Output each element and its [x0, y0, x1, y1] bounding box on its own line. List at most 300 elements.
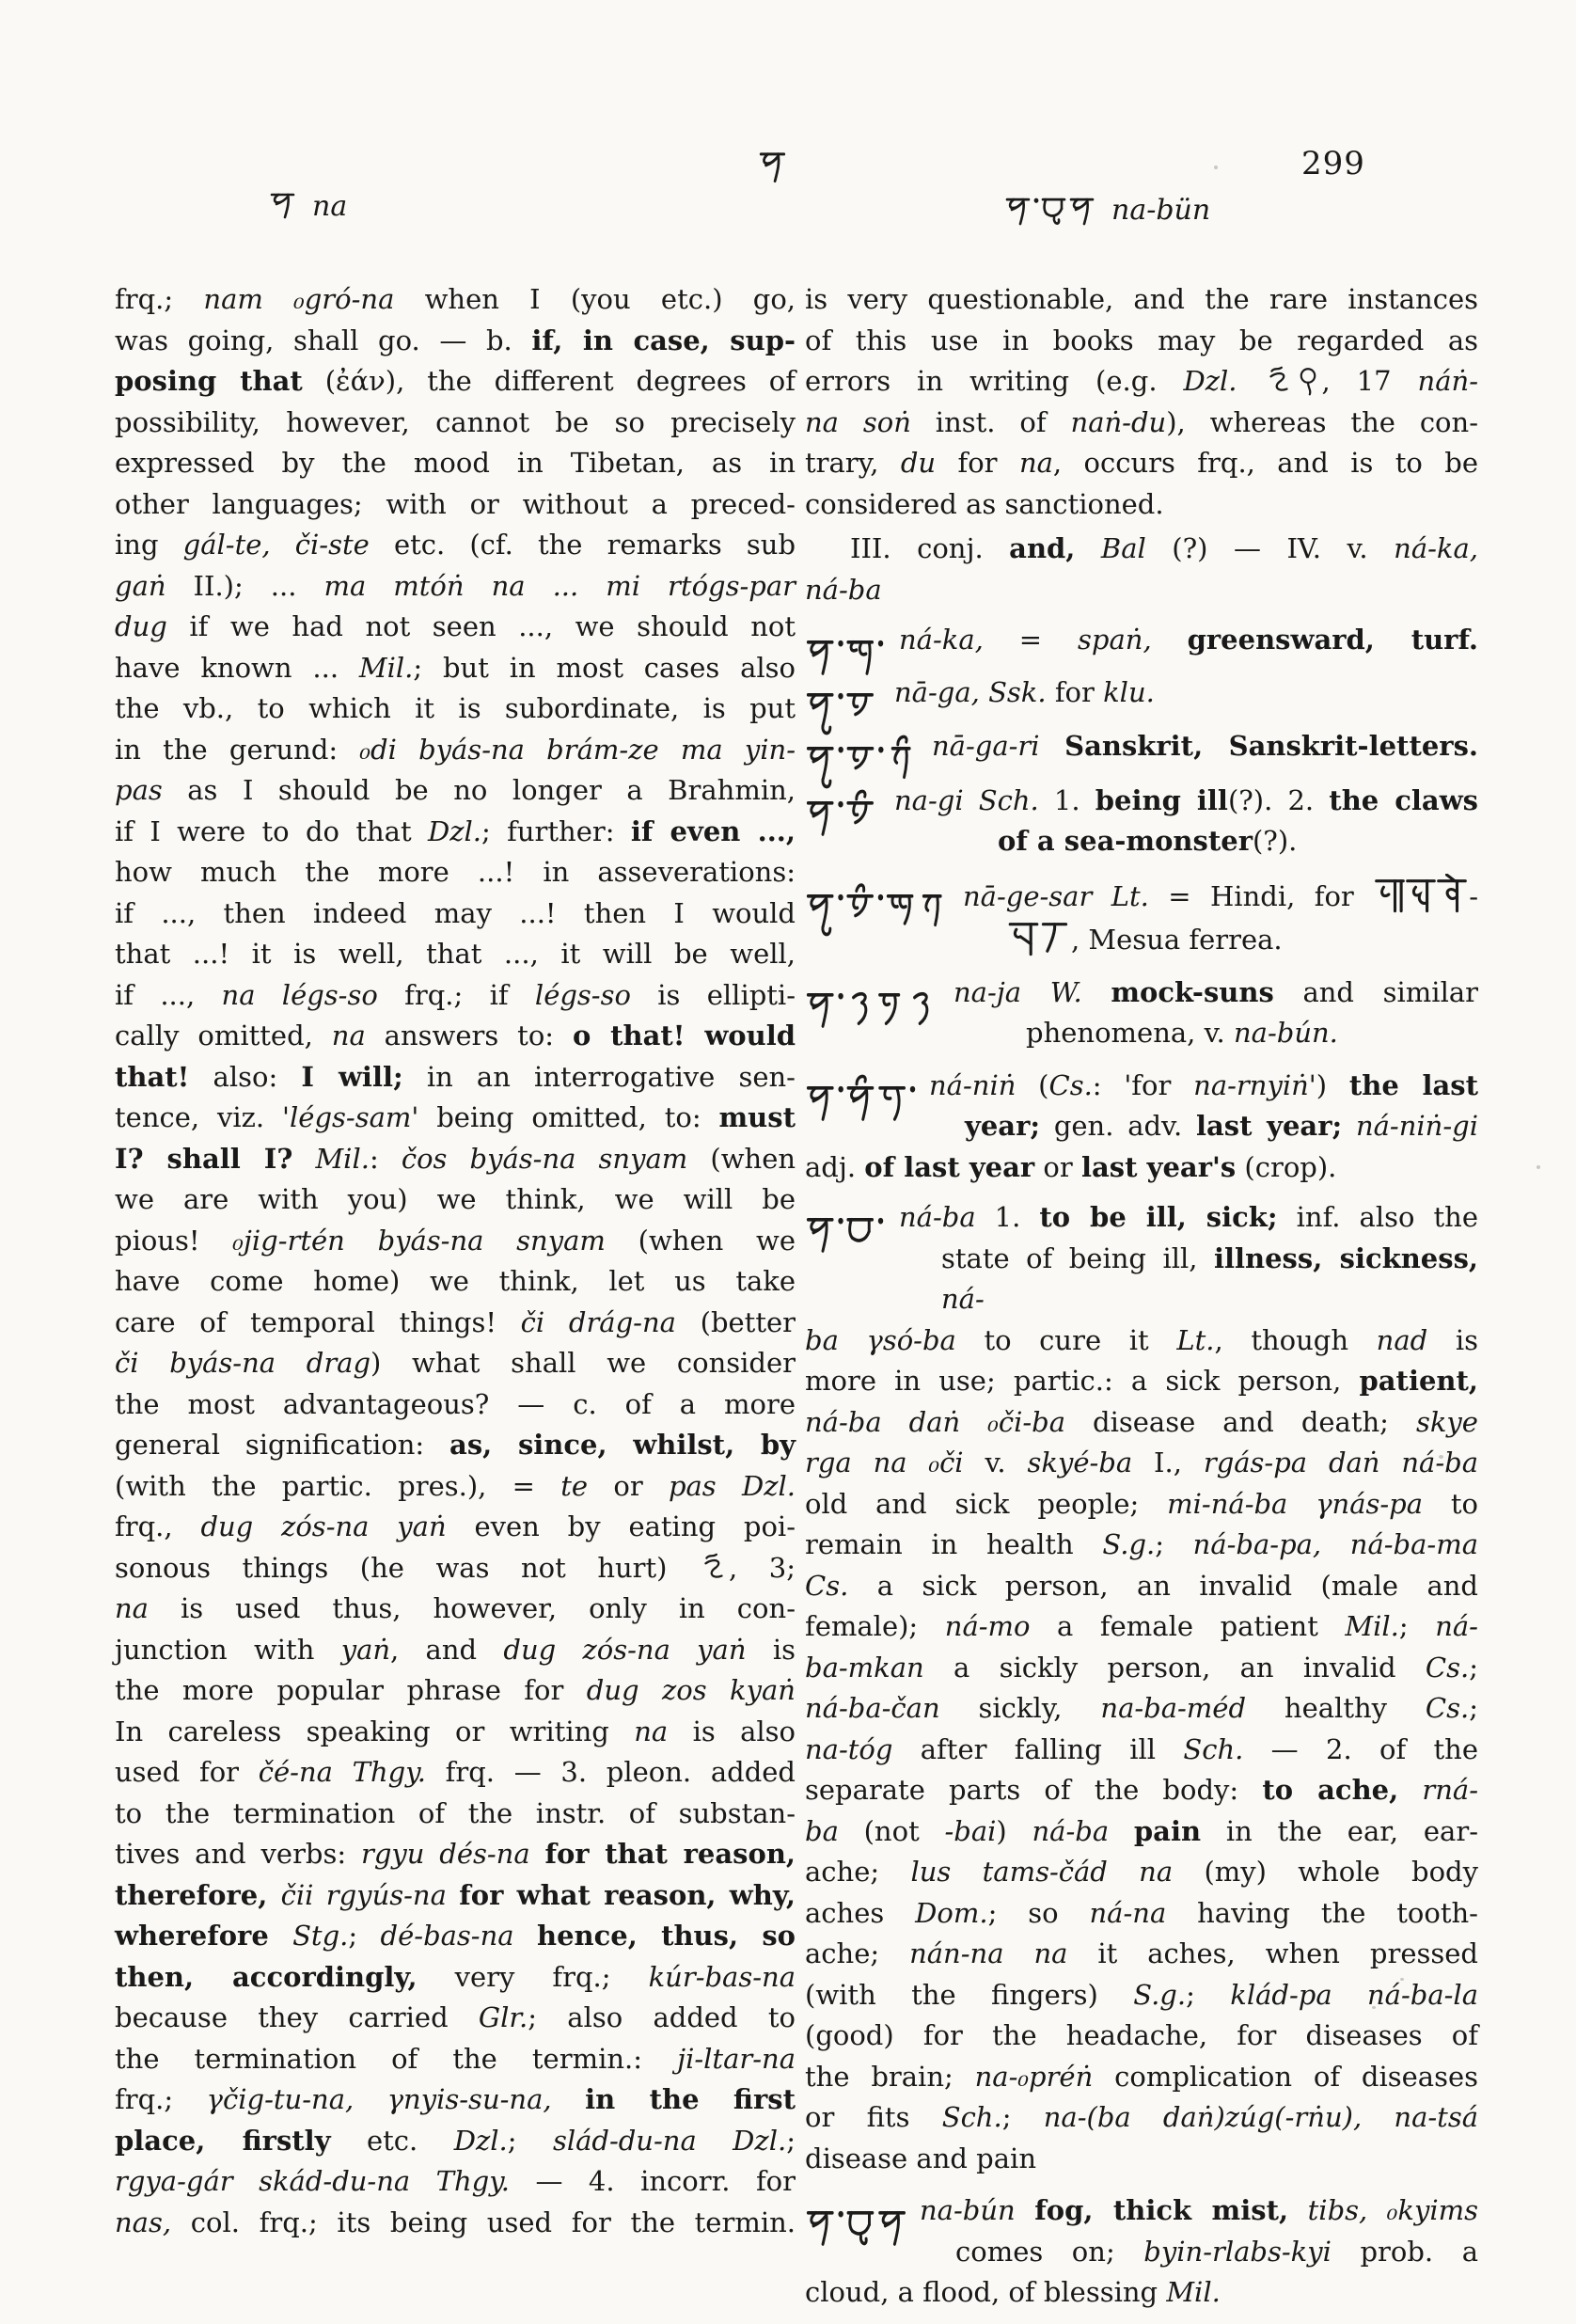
body-text: it aches, when pressed [1067, 1937, 1478, 1969]
italic-text: na-ba-méd [1100, 1692, 1247, 1724]
text-line [115, 812, 796, 853]
text-line [115, 1139, 796, 1180]
body-text [717, 1470, 742, 1502]
body-text: is used thus, however, only in con- [148, 1592, 796, 1624]
bold-text: if even ..., [630, 814, 796, 847]
bold-text: I? shall I? [115, 1142, 293, 1175]
text-line [115, 1957, 796, 1999]
text-line [115, 1712, 796, 1753]
text-line [115, 2079, 796, 2121]
body-text: to [1423, 1487, 1478, 1520]
italic-text: či byás-na drag [115, 1347, 371, 1379]
italic-text: pas [668, 1469, 717, 1502]
body-text [1016, 2194, 1035, 2226]
italic-text: na [634, 1715, 669, 1747]
italic-text: Ssk. [988, 675, 1047, 708]
body-text: (not [838, 1814, 945, 1847]
body-text: II.); ... [165, 569, 324, 602]
text-line [805, 361, 1478, 403]
bold-text: that! [115, 1060, 190, 1093]
text-line [805, 403, 1478, 444]
italic-text: na soṅ [805, 405, 911, 438]
body-text: ') [1308, 1068, 1349, 1101]
text-line [115, 730, 796, 771]
devanagari-word-icon [1007, 917, 1071, 958]
italic-text: na légs-so [221, 978, 378, 1011]
italic-text: dug zós-na yaṅ [200, 1510, 447, 1542]
body-text: separate parts of the body: [805, 1774, 1263, 1806]
bold-text: place, firstly [115, 2124, 331, 2157]
body-text: care of temporal things! [115, 1305, 521, 1338]
bold-text: fog, thick mist, [1034, 2194, 1289, 2226]
text-line [805, 443, 1478, 484]
italic-text: ba-mkan [805, 1651, 924, 1684]
body-text: if we had not seen ..., we should not [166, 610, 796, 642]
body-text: — 2. of the [1243, 1732, 1478, 1765]
text-line [115, 2161, 796, 2203]
dictionary-entry [805, 726, 1478, 767]
body-text: other languages; with or without a preced- [115, 487, 796, 520]
body-text: , and [390, 1633, 504, 1666]
body-text: (ἐάν), the different degrees of [302, 365, 796, 397]
body-text: ; [1398, 1610, 1436, 1642]
text-line [115, 1343, 796, 1384]
italic-text: klu. [1103, 675, 1155, 708]
body-text: (with the partic. pres.), = [115, 1469, 561, 1502]
tibetan-headword-icon [805, 783, 876, 855]
italic-text: Dzl. [427, 814, 481, 847]
body-text: cloud, a flood, of blessing [805, 2276, 1167, 2308]
text-line [115, 607, 796, 648]
text-line [115, 1261, 796, 1303]
body-text: when I (you etc.) go, [394, 283, 796, 315]
body-text [1237, 365, 1264, 397]
italic-text: te [560, 1469, 589, 1502]
header-keyword-left-roman: na [312, 190, 348, 223]
body-text: used for [115, 1756, 259, 1788]
text-line [805, 1402, 1478, 1444]
body-text [1342, 1110, 1356, 1142]
tibetan-script-icon [805, 975, 936, 1043]
bold-text: posing that [115, 365, 303, 397]
italic-text: Cs. [805, 1569, 849, 1602]
body-text [447, 1879, 459, 1911]
bold-text: last year's [1080, 1150, 1237, 1183]
body-text: for [936, 447, 1019, 479]
italic-text: pas [115, 774, 163, 806]
body-text: ; [1155, 1528, 1193, 1560]
tibetan-headword-icon [805, 975, 936, 1047]
body-text: a female patient [1030, 1610, 1346, 1642]
italic-text: nam ₀gró-na [203, 283, 395, 315]
body-text: frq.; [115, 2083, 207, 2115]
body-text: (my) whole body [1173, 1856, 1478, 1888]
body-text: ; [786, 2124, 796, 2157]
tibetan-na-bun-icon [1004, 184, 1096, 241]
body-text: - [1469, 879, 1479, 912]
body-text: is [1427, 1323, 1478, 1356]
italic-text: gál-te, či-ste [182, 529, 370, 561]
body-text: of this use in books may be regarded as [805, 324, 1478, 356]
body-text: , occurs frq., and is to be [1052, 447, 1478, 479]
bold-text: of a sea-monster [998, 825, 1253, 857]
body-text: frq. — 3. pleon. added [425, 1756, 796, 1788]
italic-text: S.g. [1102, 1528, 1156, 1560]
italic-text: na-gi [894, 783, 964, 816]
text-line [805, 620, 1478, 661]
italic-text: ná-ba-pa, ná-ba-ma [1192, 1528, 1478, 1560]
italic-text: Mil. [1166, 2276, 1221, 2308]
body-text: pious! [115, 1224, 233, 1257]
text-line [115, 443, 796, 484]
text-line [115, 1016, 796, 1057]
body-text [1288, 2194, 1308, 2226]
text-line [115, 1098, 796, 1139]
text-line [115, 566, 796, 608]
text-line [115, 2203, 796, 2244]
italic-text: rgyu dés-na [360, 1838, 530, 1870]
body-text: also: [189, 1060, 302, 1093]
italic-text: skye [1415, 1405, 1478, 1438]
text-line [115, 1057, 796, 1099]
text-line [115, 648, 796, 689]
body-text: v. [963, 1447, 1028, 1478]
text-line [805, 1147, 1478, 1189]
italic-text: Lt. [1111, 879, 1149, 912]
dictionary-entry [805, 781, 1478, 862]
body-text: state of being ill, [941, 1241, 1214, 1274]
text-line [805, 1975, 1478, 2016]
scan-speck [1439, 1455, 1443, 1459]
body-text: frq.; [115, 283, 204, 315]
bold-text: the last [1348, 1068, 1478, 1101]
italic-text: nán-na na [909, 1937, 1068, 1969]
text-line [805, 672, 1478, 714]
text-line [805, 570, 1478, 611]
body-text: a sickly person, an invalid [923, 1651, 1426, 1684]
dictionary-entry [805, 972, 1478, 1054]
body-text: inst. of [910, 405, 1071, 438]
italic-text: na-(ba daṅ)zúg(-rṅu), na-tsá [1043, 2101, 1478, 2133]
italic-text: rgás-pa daṅ ná-ba [1203, 1447, 1478, 1478]
body-text: for [1046, 675, 1104, 708]
text-line [115, 361, 796, 403]
italic-text: ná- [941, 1283, 985, 1315]
body-text: phenomena, v. [1026, 1017, 1234, 1049]
italic-text: ná-niṅ [929, 1068, 1017, 1101]
body-text: tives and verbs: [115, 1838, 361, 1870]
body-text: cally omitted, [115, 1020, 332, 1051]
body-text: (better [675, 1305, 796, 1338]
body-text: more in use; partic.: a sick person, [805, 1365, 1360, 1397]
text-line [115, 484, 796, 526]
body-text: complication of diseases [1093, 2060, 1478, 2093]
body-text: even by eating poi- [446, 1510, 796, 1542]
bold-text: to be ill, sick; [1039, 1201, 1278, 1233]
body-text: in an interrogative sen- [402, 1060, 796, 1093]
text-line [805, 1688, 1478, 1730]
scan-speck [1372, 2006, 1376, 2009]
text-line [805, 1811, 1478, 1853]
body-text: 1. [1038, 783, 1095, 816]
body-text: — 4. incorr. for [510, 2165, 796, 2197]
text-line [805, 1566, 1478, 1607]
tibetan-na-icon [269, 181, 297, 233]
tibetan-citation-icon [1264, 364, 1294, 398]
italic-text: Dom. [915, 1896, 988, 1929]
body-text: gen. adv. [1040, 1110, 1196, 1142]
paragraph [805, 529, 1478, 610]
italic-text: gaṅ [115, 569, 166, 602]
body-text: (?). 2. [1227, 783, 1330, 816]
text-line [805, 2139, 1478, 2180]
italic-text: Cs. [1048, 1068, 1093, 1101]
italic-text: nā-ga-ri [932, 730, 1040, 762]
italic-text: Mil. [358, 651, 414, 684]
italic-text: -bai [944, 1814, 997, 1847]
text-line [115, 1589, 796, 1630]
italic-text: ₀di byás-na brám-ze ma yin- [359, 733, 796, 766]
body-text: ; [1186, 1978, 1231, 2011]
text-line [805, 1484, 1478, 1526]
body-text: in the gerund: [115, 733, 360, 766]
body-text: (when we [605, 1224, 796, 1257]
text-line [115, 934, 796, 975]
body-text: ) what shall we consider [370, 1347, 796, 1379]
body-text: is also [668, 1715, 796, 1747]
paragraph [805, 279, 1478, 525]
text-line [115, 1548, 796, 1589]
body-text: to cure it [955, 1323, 1177, 1356]
bold-text: Sanskrit, Sanskrit-letters. [1064, 730, 1478, 762]
body-text: prob. a [1331, 2235, 1478, 2268]
text-line [805, 2057, 1478, 2098]
text-line [115, 1507, 796, 1548]
italic-text: dug zos kyaṅ [586, 1674, 796, 1706]
body-text: we are with you) we think, we will be [115, 1183, 796, 1215]
tibetan-script-icon [805, 877, 948, 944]
body-text: ; but in most cases also [413, 651, 796, 684]
tibetan-script-icon [758, 137, 788, 196]
italic-text: Lt. [1176, 1323, 1215, 1356]
text-line [805, 1197, 1478, 1239]
body-text: etc. (cf. the remarks sub [369, 529, 796, 561]
body-text: inf. also the [1277, 1201, 1478, 1233]
tibetan-script-icon [1004, 184, 1096, 237]
body-text: ' being omitted, to: [411, 1101, 719, 1133]
italic-text: ma mtóṅ na ... mi rtógs-par [323, 569, 796, 602]
body-text: or [588, 1469, 669, 1502]
body-text: that ...! it is well, that ..., it will be well, [115, 938, 796, 970]
text-line [115, 1630, 796, 1671]
italic-text: Sch. [941, 2101, 1002, 2133]
bold-text: must [718, 1101, 796, 1133]
italic-text: ba [805, 1814, 839, 1847]
bold-text: greensward, turf. [1187, 624, 1478, 656]
body-text [1082, 976, 1111, 1008]
italic-text: ná-niṅ-gi [1355, 1110, 1478, 1142]
bold-text: therefore, [115, 1878, 281, 1911]
left-column [115, 279, 796, 2243]
italic-text: Sch. [978, 783, 1039, 816]
body-text [1152, 624, 1188, 656]
italic-text: Mil. [315, 1142, 370, 1175]
body-text: ) [996, 1814, 1032, 1847]
italic-text: skyé-ba [1027, 1447, 1133, 1478]
body-text: col. frq.; its being used for the termin. [171, 2205, 796, 2238]
text-line [115, 1670, 796, 1712]
body-text: the termination of the termin.: [115, 2042, 678, 2075]
text-line [115, 1794, 796, 1835]
body-text: ache; [805, 1856, 911, 1888]
italic-text: rgya-gár skád-du-na Thgy. [115, 2165, 510, 2197]
text-line [805, 1361, 1478, 1402]
italic-text: naṅ-du [1070, 405, 1167, 438]
italic-text: ná- [1435, 1610, 1478, 1642]
body-text [964, 784, 979, 816]
body-text [514, 1920, 537, 1952]
italic-text: na-rnyiṅ [1193, 1068, 1309, 1101]
text-line [805, 1730, 1478, 1771]
italic-text: na-bún. [1233, 1017, 1338, 1049]
body-text: etc. [330, 2124, 454, 2157]
text-line [115, 279, 796, 321]
text-line [115, 1179, 796, 1221]
body-text: considered as sanctioned. [805, 487, 1164, 520]
italic-text: Stg. [292, 1920, 349, 1952]
dictionary-entry [805, 620, 1478, 661]
tibetan-script-icon [805, 1200, 885, 1268]
italic-text: slád-du-na Dzl. [552, 2124, 787, 2157]
tibetan-citation-icon [699, 1551, 729, 1585]
body-text: ; [1469, 1692, 1478, 1724]
bold-text: then, accordingly, [115, 1960, 418, 1993]
body-text: having the tooth- [1166, 1896, 1478, 1929]
right-column [805, 279, 1478, 2314]
italic-text: ná-ba [899, 1201, 976, 1233]
body-text: if I were to do that [115, 814, 428, 847]
body-text [1040, 730, 1065, 762]
italic-text: Sch. [1183, 1732, 1244, 1765]
text-line [805, 1606, 1478, 1648]
scan-speck [1400, 1978, 1404, 1981]
body-text: , 17 [1321, 365, 1418, 397]
body-text: possibility, however, cannot be so precisely [115, 405, 796, 438]
text-line [805, 321, 1478, 362]
bold-text: patient, [1359, 1365, 1478, 1397]
text-line [115, 2121, 796, 2162]
body-text: ; further: [481, 814, 631, 847]
body-text: the most advantageous? — c. of a more [115, 1387, 796, 1420]
italic-text: Glr. [478, 2001, 528, 2033]
italic-text: Dzl. [741, 1469, 796, 1502]
body-text: , though [1214, 1323, 1377, 1356]
text-line [805, 1648, 1478, 1689]
text-line [805, 1239, 1478, 1320]
italic-text: na-bún [920, 2194, 1016, 2226]
text-line [805, 2272, 1478, 2314]
italic-text: ná-ba daṅ ₀či-ba [805, 1405, 1065, 1438]
body-text: errors in writing (e.g. [805, 365, 1184, 397]
body-text: frq., [115, 1510, 201, 1542]
body-text: ; [1469, 1651, 1478, 1684]
body-text: junction with [115, 1633, 341, 1666]
body-text: (good) for the headache, for diseases of [805, 2019, 1478, 2051]
italic-text: ₀jig-rtén byás-na snyam [232, 1224, 606, 1257]
dictionary-entry [805, 1066, 1478, 1189]
body-text: ; [348, 1920, 381, 1952]
text-line [805, 2097, 1478, 2139]
italic-text: Dzl. [1183, 365, 1237, 397]
italic-text: Mil. [1345, 1610, 1399, 1642]
body-text: I., [1132, 1447, 1204, 1478]
body-text: was going, shall go. — b. [115, 324, 532, 356]
italic-text: čii rgyús-na [280, 1878, 447, 1911]
italic-text: nā-ga, [894, 675, 980, 708]
body-text: III. conj. [850, 532, 1010, 564]
dictionary-entry [805, 1197, 1478, 2179]
italic-text: Dzl. [453, 2124, 508, 2157]
text-line [115, 1875, 796, 1917]
bold-text: and, [1009, 532, 1076, 564]
body-text: because they carried [115, 2001, 479, 2033]
text-line [115, 403, 796, 444]
body-text [980, 676, 988, 708]
body-text: answers to: [365, 1020, 573, 1051]
tibetan-script-icon [269, 181, 297, 229]
text-line [115, 893, 796, 935]
italic-text: kúr-bas-na [648, 1960, 796, 1993]
body-text: remain in health [805, 1528, 1103, 1560]
body-text: ache; [805, 1937, 910, 1969]
italic-text: ná-na [1089, 1896, 1167, 1929]
body-text [1021, 976, 1050, 1008]
body-text: aches [805, 1896, 916, 1929]
tibetan-headword-icon [805, 1068, 917, 1140]
text-line [805, 1893, 1478, 1935]
body-text: ; [507, 2124, 553, 2157]
tibetan-citation-icon [1294, 362, 1322, 398]
body-text [292, 1143, 315, 1175]
italic-text: nā-ge-sar [963, 879, 1093, 912]
tibetan-headword-icon [805, 2193, 908, 2265]
body-text: have come home) we think, let us take [115, 1265, 796, 1297]
body-text: ; also added to [528, 2001, 796, 2033]
italic-text: légs-sam [290, 1101, 412, 1133]
scan-speck [1537, 1165, 1540, 1169]
italic-text: ná-ba-čan [805, 1692, 940, 1724]
text-line [805, 781, 1478, 822]
italic-text: na-ja [953, 975, 1022, 1008]
body-text [530, 1838, 545, 1870]
text-line [115, 1466, 796, 1508]
text-line [805, 279, 1478, 321]
italic-text: Cs. [1425, 1651, 1470, 1684]
text-line [805, 484, 1478, 526]
bold-text: to ache, [1262, 1774, 1399, 1806]
italic-text: yaṅ [340, 1633, 391, 1666]
italic-text: na [115, 1592, 149, 1624]
text-line [115, 975, 796, 1017]
tibetan-script-icon [805, 2193, 908, 2261]
body-text: or fits [805, 2101, 942, 2133]
text-line [115, 1221, 796, 1262]
text-line [115, 321, 796, 362]
body-text: sonous things (he was not hurt) [115, 1551, 700, 1584]
bold-text: in the first [585, 2083, 796, 2115]
bold-text: I will; [301, 1060, 403, 1093]
body-text: = Hindi, for [1148, 879, 1374, 912]
